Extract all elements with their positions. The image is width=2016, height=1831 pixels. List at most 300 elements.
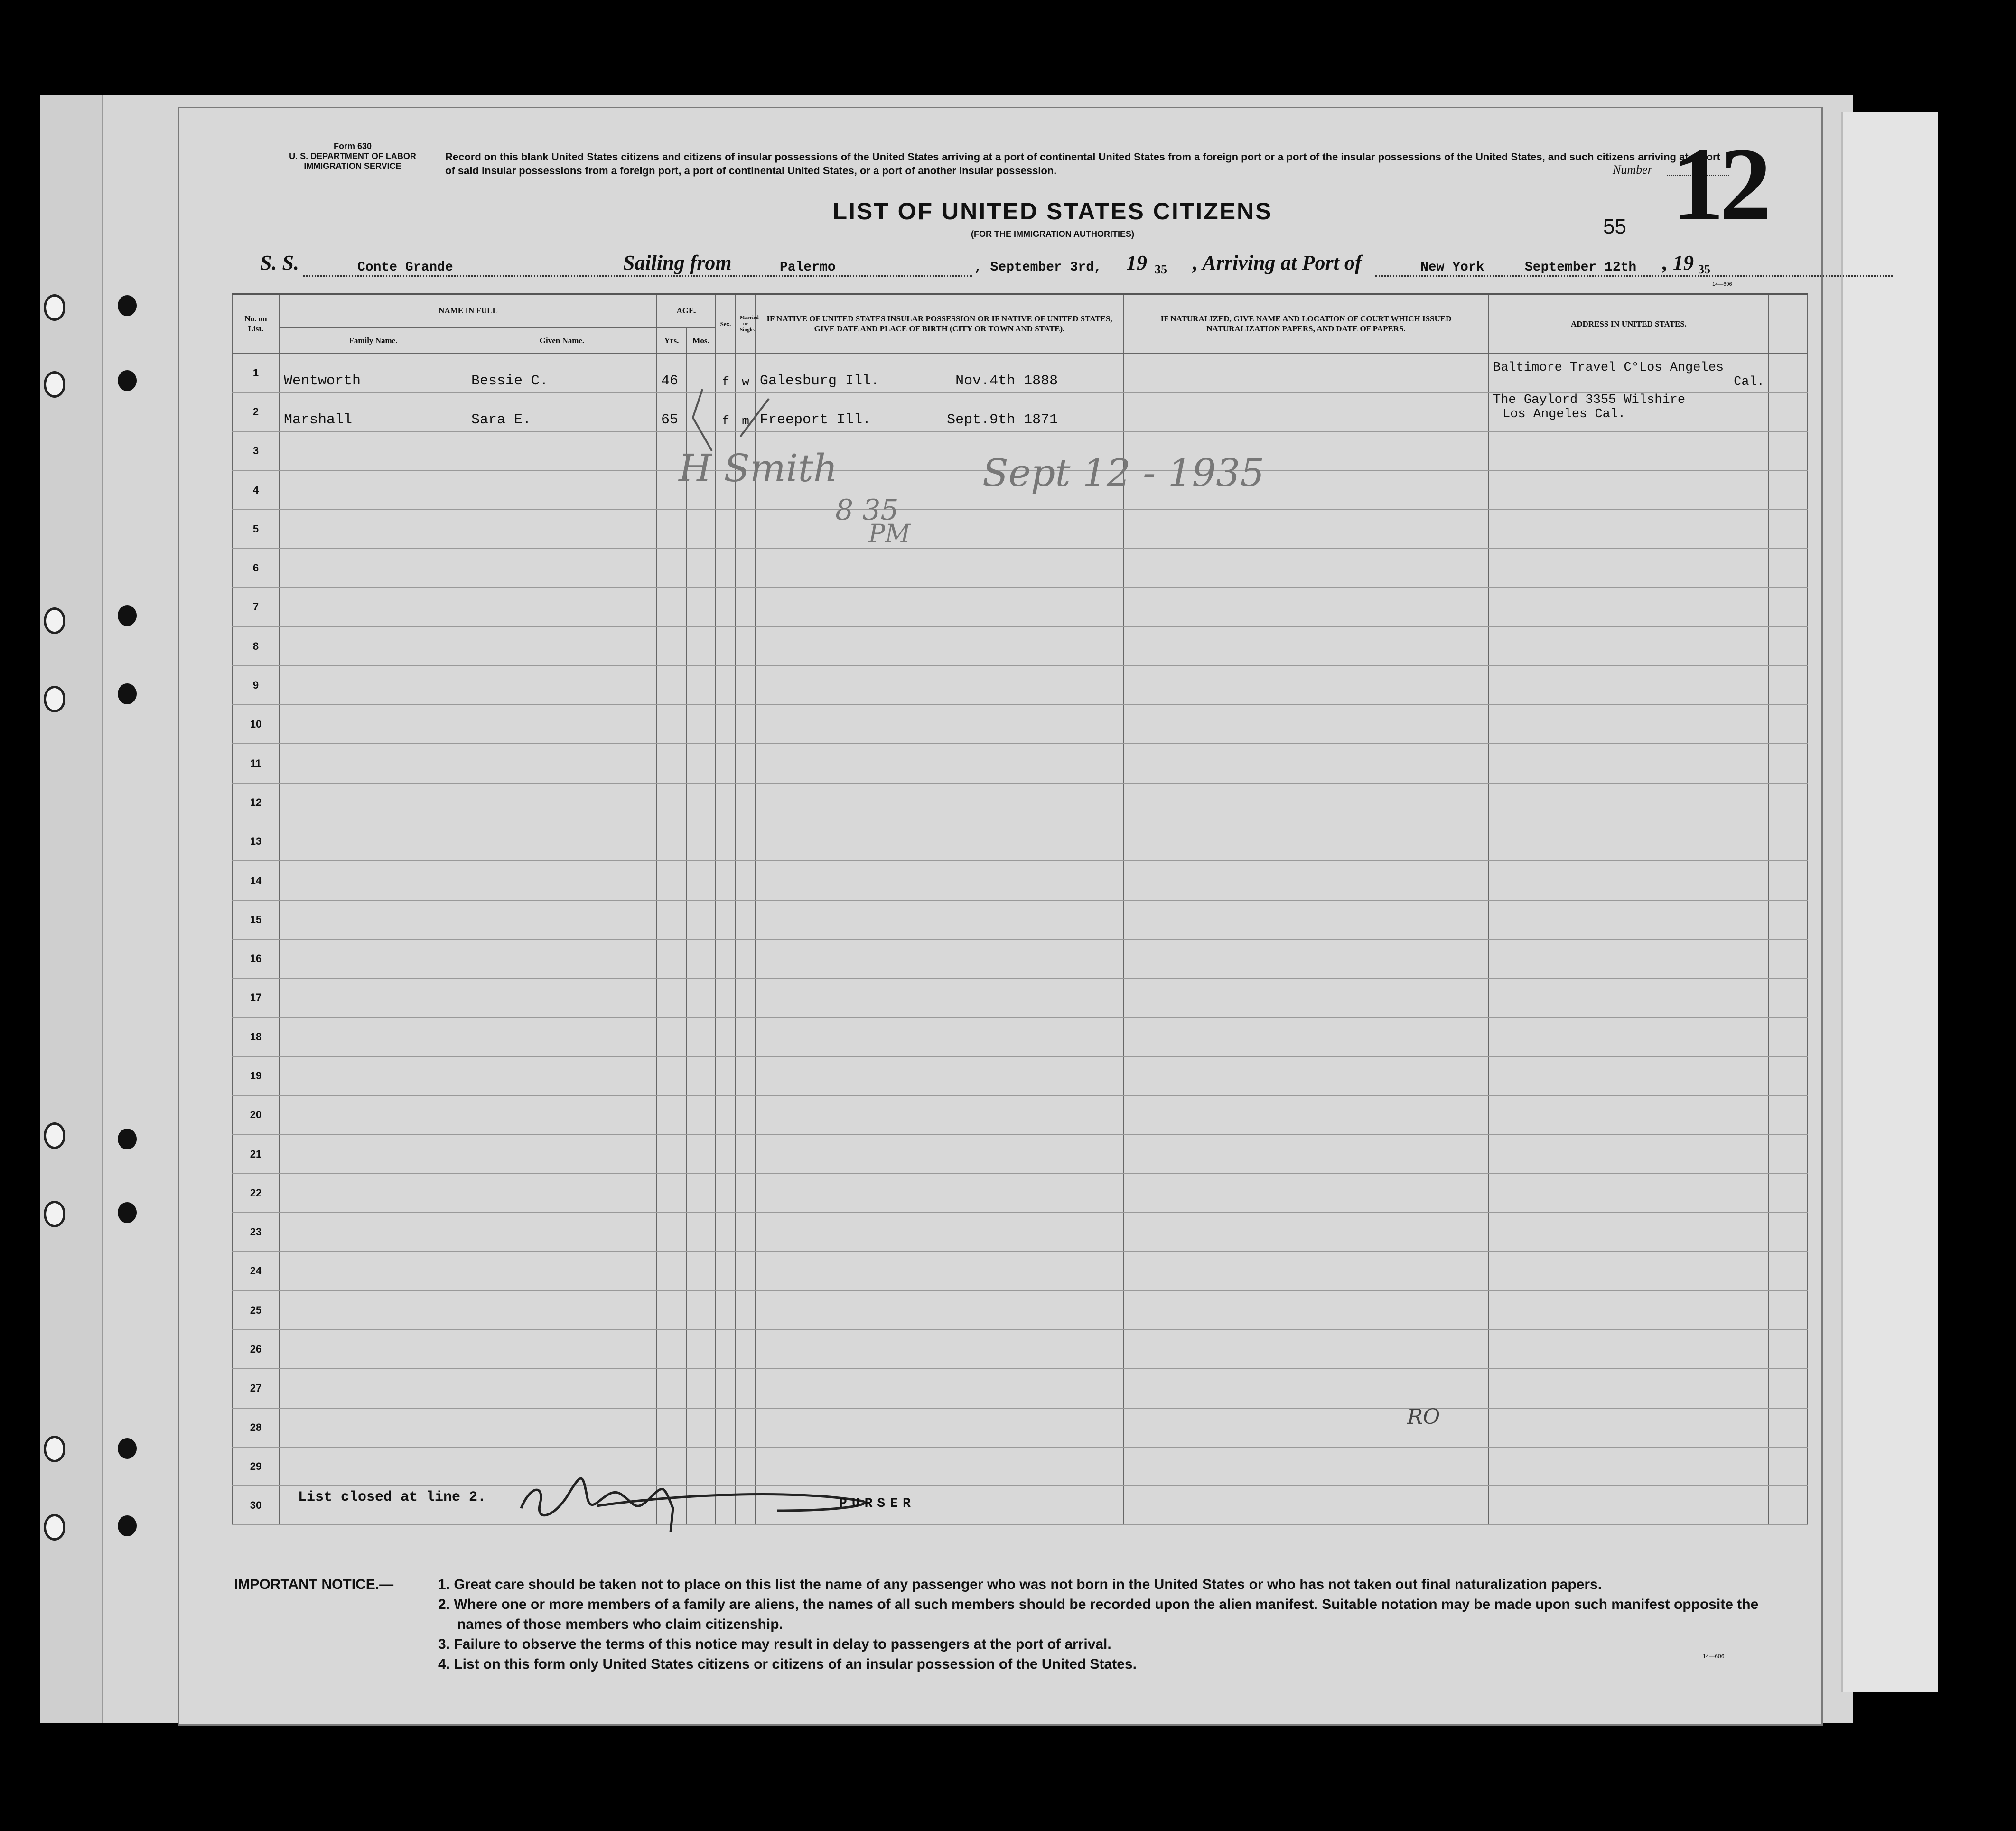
age-years-cell [657,1018,686,1056]
family-name-cell [280,978,467,1017]
address-cell [1489,783,1769,822]
naturalization-cell [1123,1134,1489,1173]
address-cell [1489,705,1769,744]
row-number-cell: 25 [232,1291,280,1330]
given-name-cell [467,627,657,666]
age-months-cell [686,822,716,861]
form-subtitle: (FOR THE IMMIGRATION AUTHORITIES) [971,229,1134,239]
handwritten-checkmark [683,380,778,465]
notice-item: 4. List on this form only United States citizens or citizens of an insular possession of the United States. [438,1656,1137,1672]
marital-status-cell [736,939,756,978]
row-number-cell: 4 [232,470,280,509]
family-name-cell [280,1330,467,1369]
age-months-cell [686,1174,716,1213]
address-cell [1489,900,1769,939]
row-number-cell: 3 [232,431,280,470]
sailing-label: Sailing from [623,251,732,274]
marital-status-cell [736,1213,756,1252]
family-name-cell [280,510,467,549]
age-years-cell [657,978,686,1017]
family-name-cell [280,939,467,978]
footer-code: 14—606 [1703,1653,1725,1660]
binder-hole [44,1436,65,1462]
family-name-cell [280,1174,467,1213]
age-months-cell [686,1408,716,1447]
address-cell [1489,1252,1769,1290]
address-cell [1489,1408,1769,1447]
address-cell [1489,549,1769,588]
row-number-cell: 9 [232,666,280,705]
binder-hole [118,1202,137,1223]
age-years-cell [657,1252,686,1290]
sex-cell [716,783,736,822]
naturalization-cell [1123,666,1489,705]
age-years-cell [657,1134,686,1173]
address-cell [1489,354,1769,392]
birth-info-cell [756,510,1123,549]
birth-place: Galesburg Ill. [760,373,880,389]
address-line: Cal. [1734,374,1765,389]
address-cell [1489,1447,1769,1486]
extra-cell [1769,392,1808,431]
table-row [232,744,1808,783]
handwritten-ampm: PM [868,520,911,548]
address-cell [1489,510,1769,549]
extra-cell [1769,1369,1808,1408]
table-row [232,783,1808,822]
col-married: Married or Single. [736,294,756,354]
naturalization-cell [1123,1291,1489,1330]
marital-status-cell [736,1018,756,1056]
sex-cell [716,588,736,626]
age-years-cell [657,549,686,588]
row-number-cell: 1 [232,354,280,392]
address-line: The Gaylord 3355 Wilshire [1493,392,1686,407]
department-name: U. S. DEPARTMENT OF LABOR [289,151,416,161]
extra-cell [1769,1095,1808,1134]
birth-date: Nov.4th 1888 [955,373,1058,389]
family-name-cell [280,822,467,861]
marital-status-cell [736,1369,756,1408]
naturalization-cell [1123,1174,1489,1213]
family-name-cell [280,1018,467,1056]
birth-info-cell [756,549,1123,588]
purser-signature [512,1466,891,1537]
row-number-cell: 7 [232,588,280,626]
family-name-cell [280,1213,467,1252]
marital-status-cell [736,744,756,783]
given-name-cell [467,470,657,509]
marital-status-cell [736,627,756,666]
table-row [232,705,1808,744]
table-row [232,1018,1808,1056]
birth-info-cell [756,978,1123,1017]
given-name-cell [467,1174,657,1213]
handwritten-date: Sept 12 - 1935 [982,451,1265,495]
table-row [232,588,1808,626]
address-cell [1489,1095,1769,1134]
age-months-cell [686,978,716,1017]
given-name-cell [467,1213,657,1252]
table-row [232,510,1808,549]
birth-info-cell [756,939,1123,978]
family-name-cell [280,1095,467,1134]
sailing-year-prefix: 19 [1126,251,1147,274]
extra-cell [1769,1174,1808,1213]
binder-hole [118,295,137,316]
address-cell [1489,1486,1769,1525]
age-months-cell [686,1291,716,1330]
birth-info-cell [756,783,1123,822]
age-months-cell [686,1369,716,1408]
given-name-cell [467,588,657,626]
table-row [232,1213,1808,1252]
age-years-cell [657,1095,686,1134]
arriving-year-prefix: , 19 [1662,251,1694,274]
age-years-cell [657,666,686,705]
col-no: No. on List. [232,294,280,354]
table-row [232,861,1808,900]
sex-cell [716,978,736,1017]
naturalization-cell [1123,510,1489,549]
family-name-cell [280,470,467,509]
marital-status-cell [736,705,756,744]
marital-status-cell [736,861,756,900]
arriving-port: New York [1420,260,1484,275]
row-number-cell: 27 [232,1369,280,1408]
sailing-year-suffix: 35 [1155,262,1167,276]
extra-cell [1769,354,1808,392]
naturalization-cell [1123,822,1489,861]
naturalization-cell [1123,588,1489,626]
form-title: LIST OF UNITED STATES CITIZENS [832,198,1273,224]
naturalization-cell [1123,861,1489,900]
address-cell [1489,431,1769,470]
given-name-cell [467,1330,657,1369]
extra-cell [1769,1291,1808,1330]
address-cell [1489,978,1769,1017]
sex-cell [716,1369,736,1408]
family-name-cell: Wentworth [280,354,467,392]
given-name-cell [467,783,657,822]
age-months-cell [686,1213,716,1252]
birth-info-cell [756,354,1123,392]
table-row [232,1291,1808,1330]
sex-cell [716,1252,736,1290]
address-cell [1489,861,1769,900]
naturalization-cell [1123,392,1489,431]
age-months-cell [686,1252,716,1290]
table-row [232,627,1808,666]
address-cell [1489,939,1769,978]
naturalization-cell [1123,1447,1489,1486]
extra-cell [1769,510,1808,549]
address-cell [1489,1018,1769,1056]
birth-info-cell [756,1252,1123,1290]
binder-hole [118,1438,137,1459]
extra-cell [1769,1486,1808,1525]
extra-cell [1769,627,1808,666]
extra-cell [1769,470,1808,509]
family-name-cell [280,861,467,900]
ship-name: Conte Grande [357,260,453,275]
row-number-cell: 6 [232,549,280,588]
family-name-cell [280,1291,467,1330]
extra-cell [1769,1447,1808,1486]
given-name-cell [467,1018,657,1056]
form-number: Form 630 [333,141,372,151]
age-years-cell [657,783,686,822]
row-number-cell: 30 [232,1486,280,1525]
table-row [232,1095,1808,1134]
handwritten-note: RO [1407,1405,1440,1429]
row-number-cell: 17 [232,978,280,1017]
row-number-cell: 23 [232,1213,280,1252]
birth-info-cell [756,588,1123,626]
marital-status-cell [736,822,756,861]
address-cell [1489,744,1769,783]
address-cell [1489,392,1769,431]
extra-cell [1769,861,1808,900]
row-number-cell: 15 [232,900,280,939]
marital-status-cell [736,666,756,705]
given-name-cell [467,1252,657,1290]
notice-item: 3. Failure to observe the terms of this notice may result in delay to passengers at the port of arrival. [438,1636,1111,1652]
age-years-cell [657,1291,686,1330]
table-row [232,1174,1808,1213]
row-number-cell: 29 [232,1447,280,1486]
number-label: Number [1613,163,1652,177]
address-cell [1489,1291,1769,1330]
family-name-cell [280,1369,467,1408]
page-annotation: 55 [1603,215,1626,238]
form-department-block [246,141,459,171]
marital-status-cell [736,783,756,822]
marital-status-cell [736,1252,756,1290]
row-number-cell: 26 [232,1330,280,1369]
extra-cell [1769,900,1808,939]
sex-cell [716,1018,736,1056]
table-row [232,1447,1808,1486]
marital-status-cell [736,1330,756,1369]
row-number-cell: 20 [232,1095,280,1134]
birth-info-cell [756,1134,1123,1173]
birth-place: Freeport Ill. [760,412,871,429]
row-number-cell: 18 [232,1018,280,1056]
marital-status-cell [736,588,756,626]
given-name-cell: Bessie C. [467,354,657,392]
marital-status-cell [736,1095,756,1134]
age-years-cell: 65 [657,392,686,431]
given-name-cell [467,666,657,705]
extra-cell [1769,978,1808,1017]
age-years-cell [657,939,686,978]
age-months-cell [686,744,716,783]
arriving-label: , Arriving at Port of [1193,251,1362,274]
extra-cell [1769,1408,1808,1447]
sex-cell [716,1134,736,1173]
birth-info-cell [756,666,1123,705]
extra-cell [1769,588,1808,626]
birth-info-cell [756,1330,1123,1369]
age-months-cell [686,1018,716,1056]
age-months-cell [686,666,716,705]
address-cell [1489,627,1769,666]
birth-info-cell [756,1213,1123,1252]
naturalization-cell [1123,900,1489,939]
naturalization-cell [1123,1330,1489,1369]
row-number-cell: 21 [232,1134,280,1173]
col-yrs: Yrs. [657,327,686,354]
sex-cell [716,1408,736,1447]
marital-status-cell [736,1174,756,1213]
binder-hole [44,294,65,321]
age-years-cell [657,1174,686,1213]
binder-hole [118,370,137,391]
birth-info-cell [756,1408,1123,1447]
age-years-cell [657,1330,686,1369]
notice-label: IMPORTANT NOTICE.— [234,1577,394,1592]
age-months-cell [686,1134,716,1173]
sex-cell: f [716,392,736,431]
age-years-cell [657,744,686,783]
naturalization-cell [1123,1252,1489,1290]
birth-info-cell [756,1056,1123,1095]
family-name-cell [280,1408,467,1447]
age-years-cell [657,588,686,626]
family-name-cell [280,744,467,783]
family-name-cell [280,900,467,939]
extra-cell [1769,1018,1808,1056]
row-number-cell: 16 [232,939,280,978]
sex-cell [716,939,736,978]
given-name-cell [467,1134,657,1173]
sex-cell [716,627,736,666]
address-line: Los Angeles Cal. [1503,407,1626,421]
row-number-cell: 8 [232,627,280,666]
arriving-year-suffix: 35 [1698,262,1710,276]
extra-cell [1769,1056,1808,1095]
extra-cell [1769,1213,1808,1252]
marital-status-cell: w [736,354,756,392]
age-years-cell [657,1369,686,1408]
birth-info-cell [756,392,1123,431]
naturalization-cell [1123,744,1489,783]
age-years-cell [657,510,686,549]
given-name-cell [467,549,657,588]
given-name-cell [467,861,657,900]
age-months-cell [686,627,716,666]
age-months-cell [686,861,716,900]
row-number-cell: 24 [232,1252,280,1290]
sex-cell [716,549,736,588]
col-birth: IF NATIVE OF UNITED STATES INSULAR POSSESSION OR IF NATIVE OF UNITED STATES, GIVE DATE AND PLACE OF BIRTH (CITY OR TOWN AND STATE). [756,294,1123,354]
family-name-cell [280,431,467,470]
row-number-cell: 2 [232,392,280,431]
table-row [232,978,1808,1017]
age-years-cell [657,900,686,939]
arriving-dotline [1375,275,1893,277]
birth-info-cell [756,1018,1123,1056]
sex-cell [716,822,736,861]
address-cell [1489,1213,1769,1252]
row-number-cell: 13 [232,822,280,861]
table-row [232,354,1808,392]
naturalization-cell [1123,1369,1489,1408]
age-years-cell [657,627,686,666]
binder-strip [40,95,103,1723]
address-cell [1489,588,1769,626]
col-given-name: Given Name. [467,327,657,354]
sex-cell [716,1213,736,1252]
given-name-cell [467,939,657,978]
family-name-cell [280,783,467,822]
given-name-cell [467,978,657,1017]
binder-hole [44,1122,65,1149]
birth-info-cell [756,1095,1123,1134]
age-months-cell [686,705,716,744]
naturalization-cell [1123,705,1489,744]
sex-cell [716,1056,736,1095]
record-instructions: Record on this blank United States citizens and citizens of insular possessions of the United States arriving at a port of continental United States from a foreign port or a port of the insular possessions of the United States, and such citizens arriving at a port of said insular possessions from a foreign port, a port of continental United States, or a port of another insular possession. [445,151,1720,177]
sex-cell [716,1330,736,1369]
given-name-cell [467,1095,657,1134]
family-name-cell [280,627,467,666]
row-number-cell: 11 [232,744,280,783]
birth-info-cell [756,900,1123,939]
binder-hole [44,686,65,712]
naturalization-cell [1123,939,1489,978]
naturalization-cell [1123,1056,1489,1095]
ss-label: S. S. [260,251,299,274]
address-cell [1489,1369,1769,1408]
family-name-cell [280,1134,467,1173]
given-name-cell: Sara E. [467,392,657,431]
table-row [232,666,1808,705]
age-months-cell [686,588,716,626]
given-name-cell [467,1369,657,1408]
naturalization-cell [1123,627,1489,666]
marital-status-cell: m [736,392,756,431]
birth-info-cell [756,744,1123,783]
naturalization-cell [1123,783,1489,822]
age-months-cell [686,1330,716,1369]
family-name-cell [280,705,467,744]
col-age: AGE. [657,294,716,327]
age-years-cell: 46 [657,354,686,392]
ship-dotline [303,275,801,277]
binder-hole [44,1514,65,1541]
row-number-cell: 19 [232,1056,280,1095]
row-number-cell: 10 [232,705,280,744]
extra-cell [1769,549,1808,588]
given-name-cell [467,705,657,744]
given-name-cell [467,1408,657,1447]
birth-info-cell [756,1174,1123,1213]
extra-cell [1769,744,1808,783]
age-months-cell [686,900,716,939]
sex-cell [716,861,736,900]
age-years-cell [657,822,686,861]
notice-item: 2. Where one or more members of a family are aliens, the names of all such members should be recorded upon the alien manifest. Suitable notation may be made upon such manifest opposite the names of those members who claim citizenship. [438,1597,1759,1632]
age-months-cell [686,1095,716,1134]
table-row [232,392,1808,431]
extra-cell [1769,1330,1808,1369]
extra-cell [1769,1252,1808,1290]
naturalization-cell [1123,549,1489,588]
list-closed: List closed at line 2. [298,1489,486,1505]
handwritten-inspector: H Smith [679,446,838,490]
